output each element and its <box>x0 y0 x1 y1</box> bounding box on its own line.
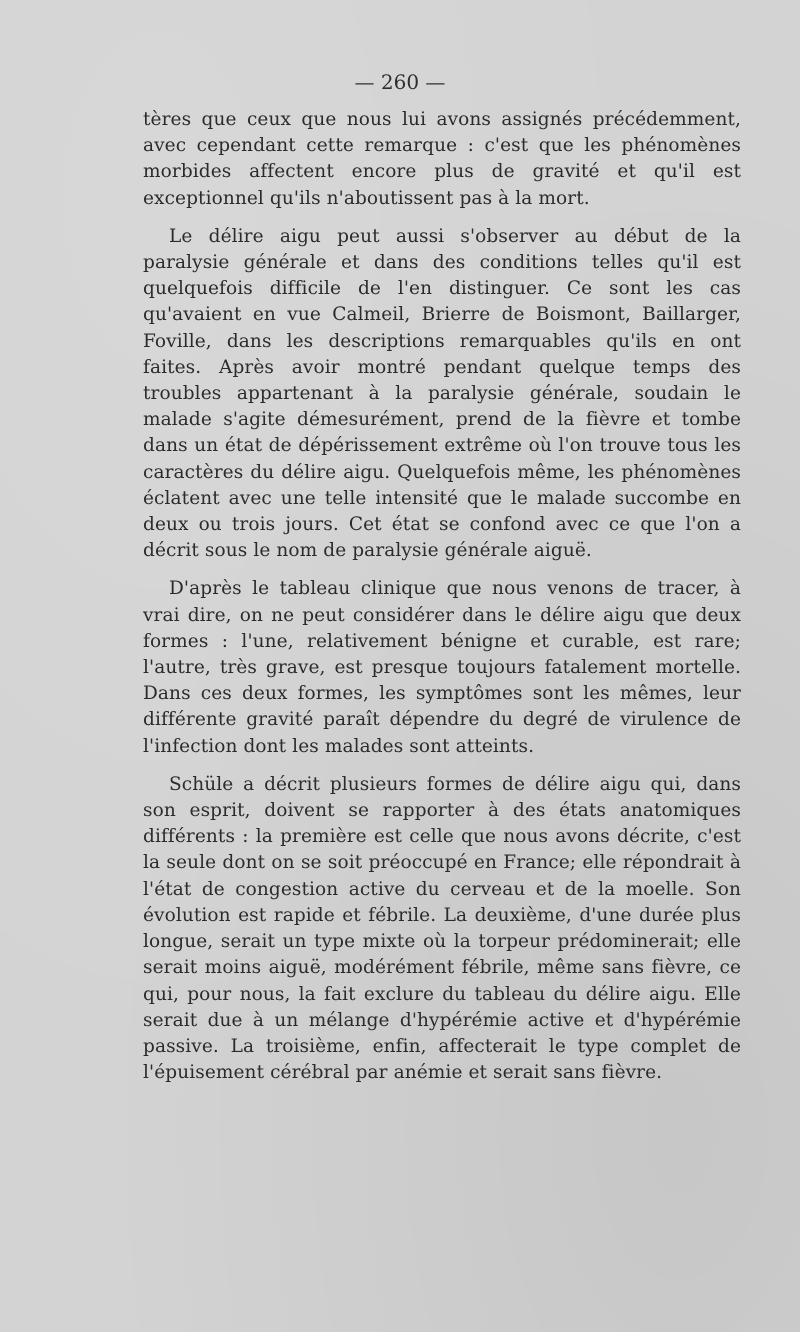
page-body <box>143 107 741 1098</box>
paragraph-paralysie-generale: Le délire aigu peut aussi s'observer au début de la paralysie générale et dans des conditions telles qu'il est quelquefois difficile de l'en distinguer. Ce sont les cas qu'avaient en vue Calmeil, Brierre de Boismont, Baillarger, Foville, dans les descriptions remarquables qu'ils en ont faites. Après avoir montré pendant quelque temps des troubles appartenant à la paralysie générale, soudain le malade s'agite démesurément, prend de la fièvre et tombe dans un état de dépérissement extrême où l'on trouve tous les caractères du délire aigu. Quelquefois même, les phénomènes éclatent avec une telle intensité que le malade succombe en deux ou trois jours. Cet état se confond avec ce que l'on a décrit sous le nom de paralysie générale aiguë. <box>143 225 741 562</box>
paragraph-schule: Schüle a décrit plusieurs formes de délire aigu qui, dans son esprit, doivent se rapporter à des états anatomiques différents : la première est celle que nous avons décrite, c'est la seule dont on se soit préoccupé en France; elle répondrait à l'état de congestion active du cerveau et de la moelle. Son évolution est rapide et fébrile. La deuxième, d'une durée plus longue, serait un type mixte où la torpeur prédominerait; elle serait moins aiguë, modérément fébrile, même sans fièvre, ce qui, pour nous, la fait exclure du tableau du délire aigu. Elle serait due à un mélange d'hypérémie active et d'hypérémie passive. La troisième, enfin, affecterait le type complet de l'épuisement cérébral par anémie et serait sans fièvre. <box>143 773 741 1084</box>
page-number: — 260 — <box>354 70 446 94</box>
paragraph-continuation: tères que ceux que nous lui avons assignés précédemment, avec cependant cette remarque : c'est que les phénomènes morbides affectent encore plus de gravité et qu'il est exceptionnel qu'ils n'aboutissent pas à la mort. <box>143 109 741 209</box>
paragraph-deux-formes: D'après le tableau clinique que nous venons de tracer, à vrai dire, on ne peut considérer dans le délire aigu que deux formes : l'une, relativement bénigne et curable, est rare; l'autre, très grave, est presque toujours fatalement mortelle. Dans ces deux formes, les symptômes sont les mêmes, leur différente gravité paraît dépendre du degré de virulence de l'infection dont les malades sont atteints. <box>143 578 741 757</box>
